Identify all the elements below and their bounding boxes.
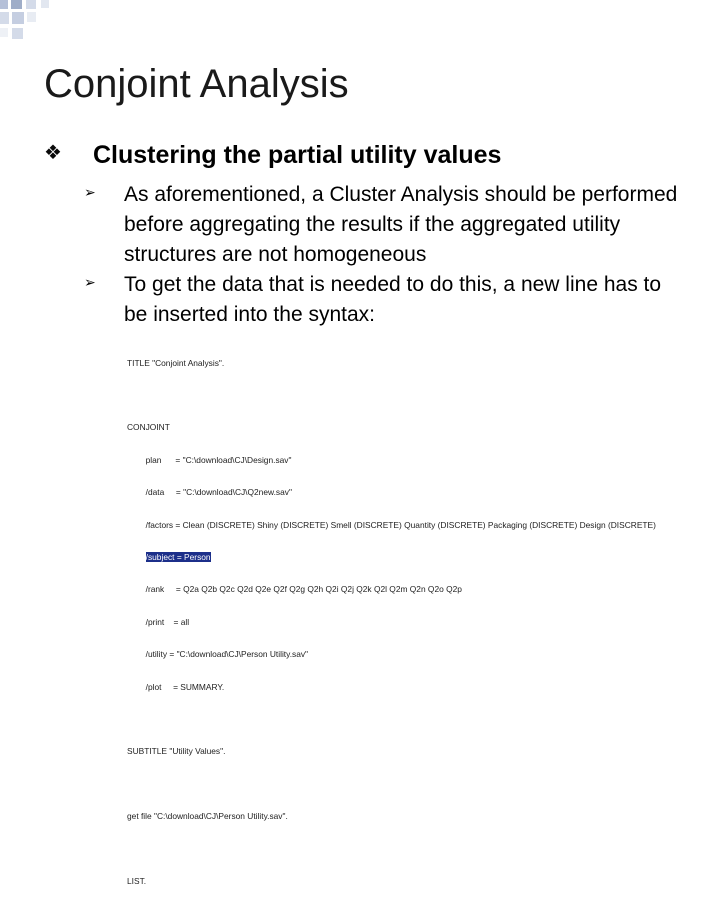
code-line: /plot = SUMMARY.: [127, 681, 225, 692]
code-line: CONJOINT: [127, 422, 170, 433]
code-selection: /subject = Person: [145, 551, 211, 562]
code-line: [127, 779, 656, 790]
code-line: TITLE "Conjoint Analysis".: [127, 357, 225, 368]
arrow-bullet-icon: ➢: [84, 274, 96, 290]
code-line: /rank = Q2a Q2b Q2c Q2d Q2e Q2f Q2g Q2h Q2i Q2j Q2k Q2l Q2m Q2n Q2o Q2p: [127, 584, 462, 595]
code-line: /utility = "C:\download\CJ\Person Utility.sav": [127, 649, 309, 660]
code-line: get file "C:\download\CJ\Person Utility.sav".: [127, 811, 288, 822]
sub-bullet-text: As aforementioned, a Cluster Analysis should be performed before aggregating the results if the aggregated utility structures are not homogeneous: [124, 183, 678, 266]
code-indent: [127, 552, 146, 562]
code-line: [127, 714, 656, 725]
code-line: /data = "C:\download\CJ\Q2new.sav": [127, 487, 292, 498]
code-line: LIST.: [127, 875, 147, 886]
sub-bullet-text: To get the data that is needed to do this, a new line has to be inserted into the syntax:: [124, 273, 662, 326]
code-line: /factors = Clean (DISCRETE) Shiny (DISCRETE) Smell (DISCRETE) Quantity (DISCRETE) Packaging (DISCRETE) Design (DISCRETE): [127, 519, 656, 530]
corner-decoration: [0, 0, 70, 46]
code-line: /print = all: [127, 616, 190, 627]
code-line: SUBTITLE "Utility Values".: [127, 746, 226, 757]
syntax-code-block: [127, 336, 656, 897]
code-line-highlighted: [127, 552, 656, 563]
diamond-bullet-icon: ❖: [44, 142, 62, 164]
arrow-bullet-icon: ➢: [84, 184, 96, 200]
slide-title: Conjoint Analysis: [44, 62, 349, 106]
code-line: [127, 843, 656, 854]
code-line: plan = "C:\download\CJ\Design.sav": [127, 454, 292, 465]
code-line: [127, 390, 656, 401]
main-bullet-text: Clustering the partial utility values: [93, 141, 502, 169]
